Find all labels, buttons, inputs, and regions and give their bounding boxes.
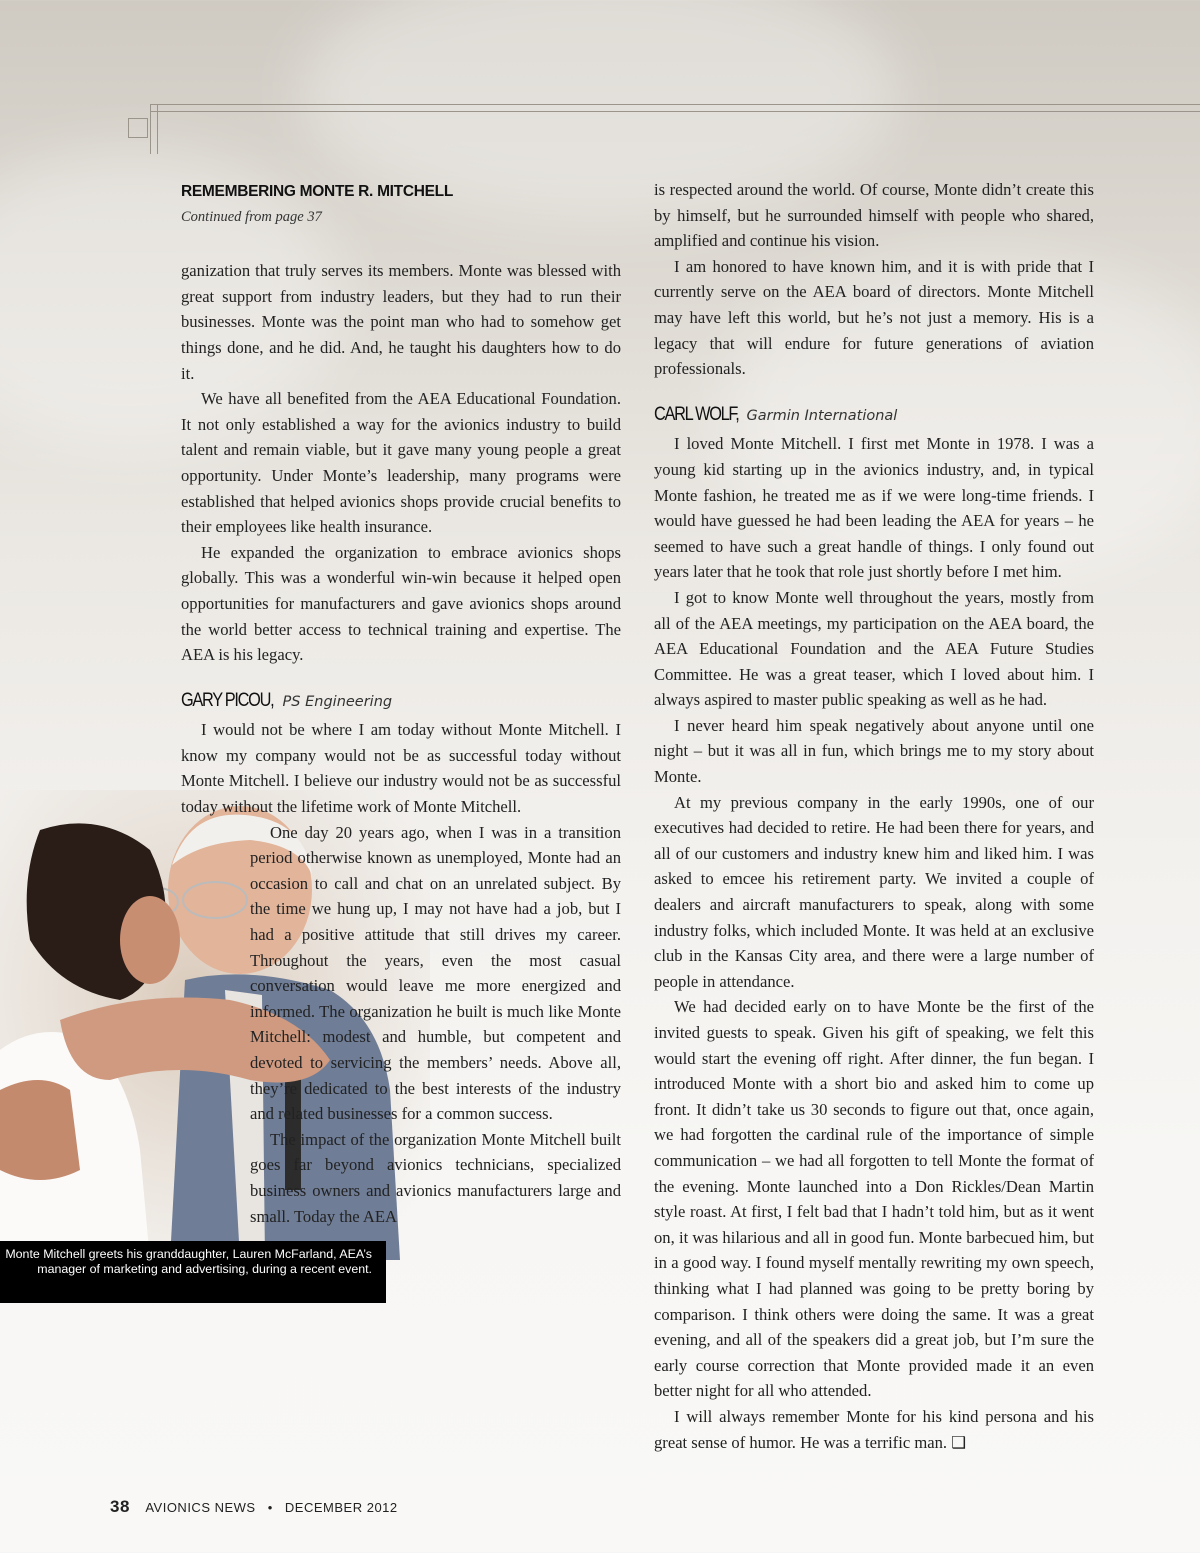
paragraph: We have all benefited from the AEA Educational Foundation. It not only established a way for the avionics industry to build talent and remain viable, but it gave many young people a great opportunity. Under Monte’s leadership, many programs were established that helped avionics shops provide crucial benefits to their employees like health insurance. (181, 389, 621, 537)
paragraph: At my previous company in the early 1990s, one of our executives had decided to retire. He had been there for years, and all of our customers and industry knew him and liked him. I was asked to emcee his retirement party. We invited a couple of dealers and aircraft manufacturers to speak, along with some industry folks, which included Monte. It was held at an exclusive club in the Kansas City area, and there were a large number of people in attendance. (654, 792, 1094, 991)
paragraph: I got to know Monte well throughout the years, mostly from all of the AEA meetings, my participation on the AEA board, the AEA Educational Foundation and the AEA Future Studies Committee. He was a great teaser, which I loved about him. I always aspired to master public speaking as well as he had. (654, 587, 1094, 710)
paragraph: I will always remember Monte for his kind persona and his great sense of humor. He was a terrific man. ❑ (654, 1406, 1094, 1452)
byline-name: GARY PICOU, (181, 689, 274, 711)
paragraph: I loved Monte Mitchell. I first met Monte in 1978. I was a young kid starting up in the avionics industry, and, in typical Monte fashion, he treated me as if we were long-time friends. I would have guessed he had been leading the AEA for years – he seemed to have such a great handle of things. I only found out years later that he took that role just shortly before I met him. (654, 434, 1094, 582)
paragraph: I am honored to have known him, and it is with pride that I currently serve on the AEA board of directors. Monte Mitchell may have left this world, but he’s not just a memory. His is a legacy that will endure for future generations of aviation professionals. (654, 256, 1094, 379)
section-header-title: REMEMBERING MONTE R. MITCHELL (181, 183, 454, 200)
byline-organization: Garmin International (746, 407, 898, 424)
left-column (181, 177, 621, 1430)
paragraph: I would not be where I am today without Monte Mitchell. I know my company would not be as successful today without Monte Mitchell. I believe our industry would not be as successful today without the lifetime work of Monte Mitchell. (181, 720, 621, 817)
publication-name: AVIONICS NEWS (145, 1500, 256, 1515)
decorative-frame-rule (150, 104, 158, 154)
page-number: 38 (110, 1497, 130, 1516)
byline-organization: PS Engineering (282, 693, 393, 710)
paragraph: We had decided early on to have Monte be the first of the invited guests to speak. Given his gift of speaking, we felt this would start the evening off right. After dinner, the fun began. I introduced Monte with a short bio and asked him to come up front. It didn’t take us 30 seconds to figure out that, once again, we had forgotten the cardinal rule of the importance of simple communication – we had all forgotten to tell Monte the format of the evening. Monte launched into a Don Rickles/Dean Martin style roast. At first, I felt bad that I hadn’t told him, but as it went on, it was hilarious and all in good fun. Monte barbecued him, but in a good way. I found myself mentally rewriting my own speech, thinking what I had planned was going to be pretty boring by comparison. I think others were doing the same. It was a great evening, and all of the speakers did a great job, but I’m sure the early course correction that Monte provided made it an even better night for all who attended. (654, 997, 1094, 1401)
byline-gary-picou (181, 688, 621, 716)
text-wrap-spacer (0, 820, 250, 1430)
paragraph: One day 20 years ago, when I was in a transition period otherwise known as unemployed, Monte had an occasion to call and chat on an unrelated subject. By the time we hung up, I may not have had a job, but I had a positive attitude that still drives my career. Throughout the years, even the most casual conversation would leave me more energized and informed. The organization he built is much like Monte Mitchell: modest and humble, but competent and devoted to servicing the members’ needs. Above all, they’re dedicated to the best interests of the industry and related businesses for a common success. (250, 822, 621, 1124)
byline-carl-wolf (654, 402, 1094, 430)
page-footer (110, 1497, 398, 1517)
paragraph: He expanded the organization to embrace avionics shops globally. This was a wonderful win-win because it helped open opportunities for manufacturers and gave avionics shops around the world better access to technical training and expertise. The AEA is his legacy. (181, 542, 621, 665)
right-column (654, 177, 1094, 1455)
paragraph: I never heard him speak negatively about anyone until one night – but it was all in fun, which brings me to my story about Monte. (654, 715, 1094, 787)
footer-separator: • (267, 1500, 273, 1515)
issue-date: DECEMBER 2012 (284, 1500, 398, 1515)
decorative-frame-rule (150, 104, 1200, 112)
paragraph: ganization that truly serves its members. Monte was blessed with great support from industry leaders, but they had to run their businesses. Monte was the point man who had to somehow get things done, and he did. And, he taught his daughters how to do it. (181, 261, 621, 383)
paragraph: is respected around the world. Of course, Monte didn’t create this by himself, but he surrounded himself with people who shared, amplified and continue his vision. (654, 180, 1094, 251)
byline-name: CARL WOLF, (654, 403, 739, 425)
continued-from-note: Continued from page 37 (181, 208, 322, 225)
decorative-frame-knot (128, 118, 148, 138)
photo-caption: Monte Mitchell greets his granddaughter, Lauren McFarland, AEA’s manager of marketing and advertising, during a recent event. (0, 1241, 386, 1303)
paragraph: The impact of the organization Monte Mitchell built goes far beyond avionics technicians, specialized business owners and avionics manufacturers large and small. Today the AEA (250, 1129, 621, 1226)
